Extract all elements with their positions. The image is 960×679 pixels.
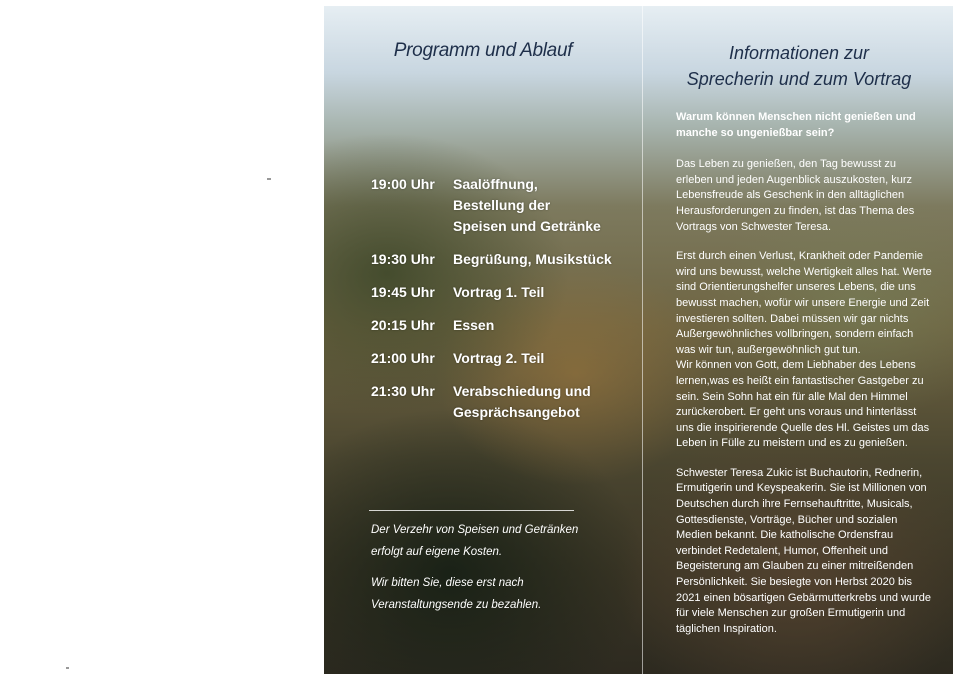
schedule-row (371, 348, 641, 369)
scan-speck (267, 178, 271, 180)
schedule-event: Begrüßung, Musikstück (453, 251, 612, 267)
schedule-row (371, 381, 641, 423)
schedule-time: 19:45 Uhr (371, 284, 435, 300)
note-costs: Der Verzehr von Speisen und Getränken erfolgt auf eigene Kosten. (371, 524, 579, 558)
schedule-event: Vortrag 1. Teil (453, 284, 545, 300)
program-title: Programm und Ablauf (393, 40, 573, 61)
schedule-time: 19:00 Uhr (371, 176, 435, 192)
schedule-list (371, 174, 641, 435)
schedule-event: Essen (453, 317, 495, 333)
schedule-event: Verabschiedung und Gesprächsangebot (453, 383, 591, 420)
info-paragraph: Erst durch einen Verlust, Krankheit oder Pandemie wird uns bewusst, welche Wertigkeit alles hat. Werte sind Orientierungshelfer unseres Lebens, die uns bewusst machen, wofür wir unsere Energie und Zeit investieren sollten. Dabei müssen wir gar nichts Außergewöhnliches vollbringen, sondern einfach was wir tun, außergewöhnlich gut tun. (676, 250, 932, 356)
schedule-row (371, 315, 641, 336)
schedule-time: 21:30 Uhr (371, 383, 435, 399)
fold-line (642, 6, 643, 674)
info-paragraph: Schwester Teresa Zukic ist Buchautorin, Rednerin, Ermutigerin und Keyspeakerin. Sie ist Millionen von Deutschen durch ihre Fernsehauftritte, Musicals, Gottesdienste, Vorträge, Bücher und sozialen Medien bekannt. Die katholische Ordensfrau verbindet Redetalent, Humor, Offenheit und Begeisterung am Glauben zu einer mitreißenden Persönlichkeit. Sie besiegte von Herbst 2020 bis 2021 einen bösartigen Gebärmutterkrebs und wurde für viele Menschen zur großen Ermutigerin und täglichen Inspiration. (676, 466, 931, 635)
info-title-line: Sprecherin und zum Vortrag (686, 69, 912, 89)
schedule-row (371, 282, 641, 303)
schedule-time: 20:15 Uhr (371, 317, 435, 333)
scan-speck (66, 667, 69, 669)
schedule-event: Saalöffnung, Bestellung der Speisen und Getränke (453, 176, 601, 234)
info-text (676, 110, 934, 651)
info-title (654, 40, 944, 92)
schedule-time: 21:00 Uhr (371, 350, 435, 366)
info-paragraph: Wir können von Gott, dem Liebhaber des Lebens lernen,was es heißt ein fantastischer Gastgeber zu sein. Sein Sohn hat ein für alle Mal den Himmel zurückerobert. Er geht uns voraus und hinterlässt uns die inspirierende Quelle des Hl. Geistes um das Leben in Fülle zu meistern und es zu genießen. (676, 359, 930, 450)
schedule-row (371, 174, 641, 237)
note-payment: Wir bitten Sie, diese erst nach Veranstaltungsende zu bezahlen. (371, 577, 542, 611)
brochure-spread (324, 6, 953, 674)
divider (369, 510, 574, 511)
info-title-line: Informationen zur (728, 43, 870, 63)
schedule-event: Vortrag 2. Teil (453, 350, 545, 366)
info-paragraph: Das Leben zu genießen, den Tag bewusst zu erleben und jeden Augenblick auszukosten, kurz Lebensfreude als Geschenk in den alltäglichen Herausforderungen zu finden, ist das Thema des Vortrags von Schwester Teresa. (676, 158, 915, 233)
schedule-row (371, 249, 641, 270)
info-question: Warum können Menschen nicht genießen und manche so ungenießbar sein? (676, 111, 916, 139)
schedule-time: 19:30 Uhr (371, 251, 435, 267)
